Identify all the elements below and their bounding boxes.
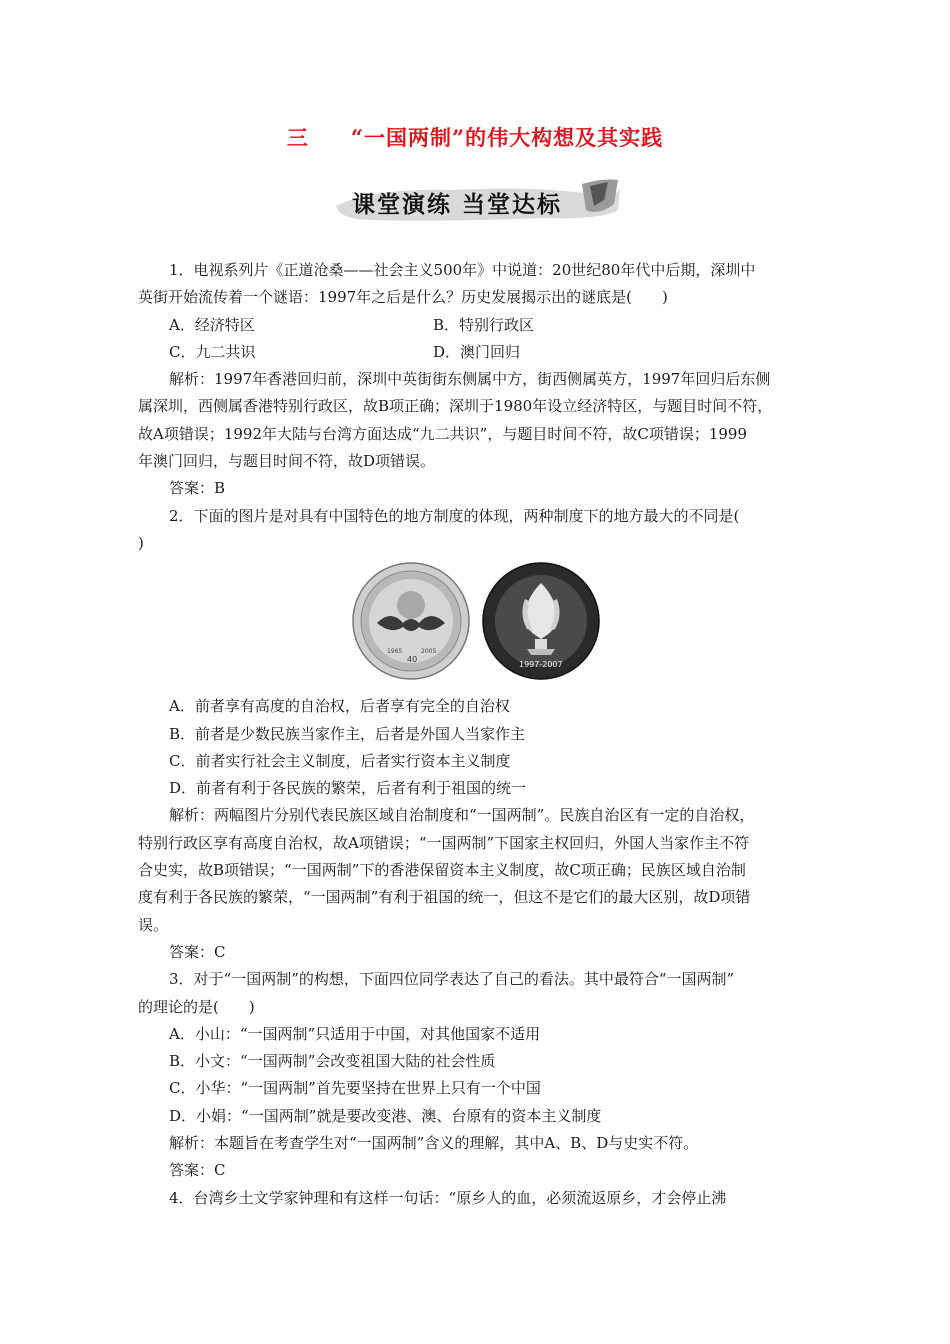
q2-stem-line: 2．下面的图片是对具有中国特色的地方制度的体现，两种制度下的地方最大的不同是( — [169, 506, 740, 525]
q2-analysis-line: 解析：两幅图片分别代表民族区域自治制度和“一国两制”。民族自治区有一定的自治权， — [169, 806, 755, 825]
q2-option-c: C．前者实行社会主义制度，后者实行资本主义制度 — [169, 751, 511, 770]
lesson-title-text: “一国两制”的伟大构想及其实践 — [350, 125, 664, 150]
coin-year-start: 1965 — [387, 648, 403, 656]
q3-option-c: C．小华：“一国两制”首先要坚持在世界上只有一个中国 — [169, 1079, 541, 1098]
question-content — [138, 257, 814, 1212]
q2-answer: 答案：C — [169, 942, 226, 961]
q3-answer: 答案：C — [169, 1161, 226, 1180]
q3-option-d: D．小娟：“一国两制”就是要改变港、澳、台原有的资本主义制度 — [169, 1106, 602, 1125]
q1-option-b: B．特别行政区 — [433, 315, 535, 334]
q2-images — [138, 561, 814, 691]
q3-stem-line: 3．对于“一国两制”的构想，下面四位同学表达了自己的看法。其中最符合“一国两制” — [169, 970, 735, 989]
q2-analysis-line: 合史实，故B项错误；“一国两制”下的香港保留资本主义制度，故C项正确；民族区域自治制 — [138, 861, 746, 880]
banner-text: 课堂演练 当堂达标 — [352, 192, 563, 218]
coin-years: 1997-2007 — [519, 660, 563, 670]
q1-analysis-line: 属深圳，西侧属香港特别行政区，故B项正确；深圳于1980年设立经济特区，与题目时间不符， — [138, 397, 773, 416]
q1-stem-line: 英街开始流传着一个谜语：1997年之后是什么？历史发展揭示出的谜底是( ) — [138, 288, 668, 307]
q2-option-a: A．前者享有高度的自治权，后者享有完全的自治权 — [169, 697, 510, 716]
q3-option-a: A．小山：“一国两制”只适用于中国，对其他国家不适用 — [169, 1024, 541, 1043]
q1-analysis-line: 故A项错误；1992年大陆与台湾方面达成“九二共识”，与题目时间不符，故C项错误；1999 — [138, 424, 747, 443]
q2-analysis-line: 特别行政区享有高度自治权，故A项错误；“一国两制”下国家主权回归，外国人当家作主不符 — [138, 833, 750, 852]
q2-option-b: B．前者是少数民族当家作主，后者是外国人当家作主 — [169, 724, 526, 743]
q1-option-d: D．澳门回归 — [433, 342, 521, 361]
q1-analysis-line: 解析：1997年香港回归前，深圳中英街街东侧属中方，街西侧属英方，1997年回归后东侧 — [169, 370, 771, 389]
q2-analysis-line: 误。 — [138, 915, 169, 934]
q1-option-c: C．九二共识 — [169, 342, 256, 361]
q2-option-d: D．前者有利于各民族的繁荣，后者有利于祖国的统一 — [169, 779, 527, 798]
ethnic-autonomy-commemorative-coin — [351, 561, 471, 681]
coin-year-end: 2005 — [421, 648, 437, 656]
q3-stem-line: 的理论的是( ) — [138, 997, 255, 1016]
q1-options-row — [138, 339, 814, 366]
hk-return-commemorative-coin — [481, 561, 601, 681]
q1-analysis-line: 年澳门回归，与题目时间不符，故D项错误。 — [138, 452, 436, 471]
q2-analysis-line: 度有利于各民族的繁荣，“一国两制”有利于祖国的统一，但这不是它们的最大区别，故D项错 — [138, 888, 751, 907]
q1-options-row — [138, 312, 814, 339]
lesson-title — [0, 122, 950, 152]
lesson-number: 三 — [286, 125, 309, 150]
coin-anniversary-number: 40 — [407, 655, 418, 665]
q1-stem-line: 1．电视系列片《正道沧桑——社会主义500年》中说道：20世纪80年代中后期，深圳中 — [169, 261, 756, 279]
q4-stem-line: 4．台湾乡土文学家钟理和有这样一句话：“原乡人的血，必须流返原乡，才会停止沸 — [169, 1188, 727, 1207]
q2-stem-line: ) — [138, 533, 144, 552]
q3-analysis: 解析：本题旨在考查学生对“一国两制”含义的理解，其中A、B、D与史实不符。 — [169, 1134, 699, 1153]
q1-answer: 答案：B — [169, 479, 226, 498]
q3-option-b: B．小文：“一国两制”会改变祖国大陆的社会性质 — [169, 1052, 496, 1071]
q1-option-a: A．经济特区 — [169, 315, 255, 334]
section-banner — [332, 176, 622, 232]
